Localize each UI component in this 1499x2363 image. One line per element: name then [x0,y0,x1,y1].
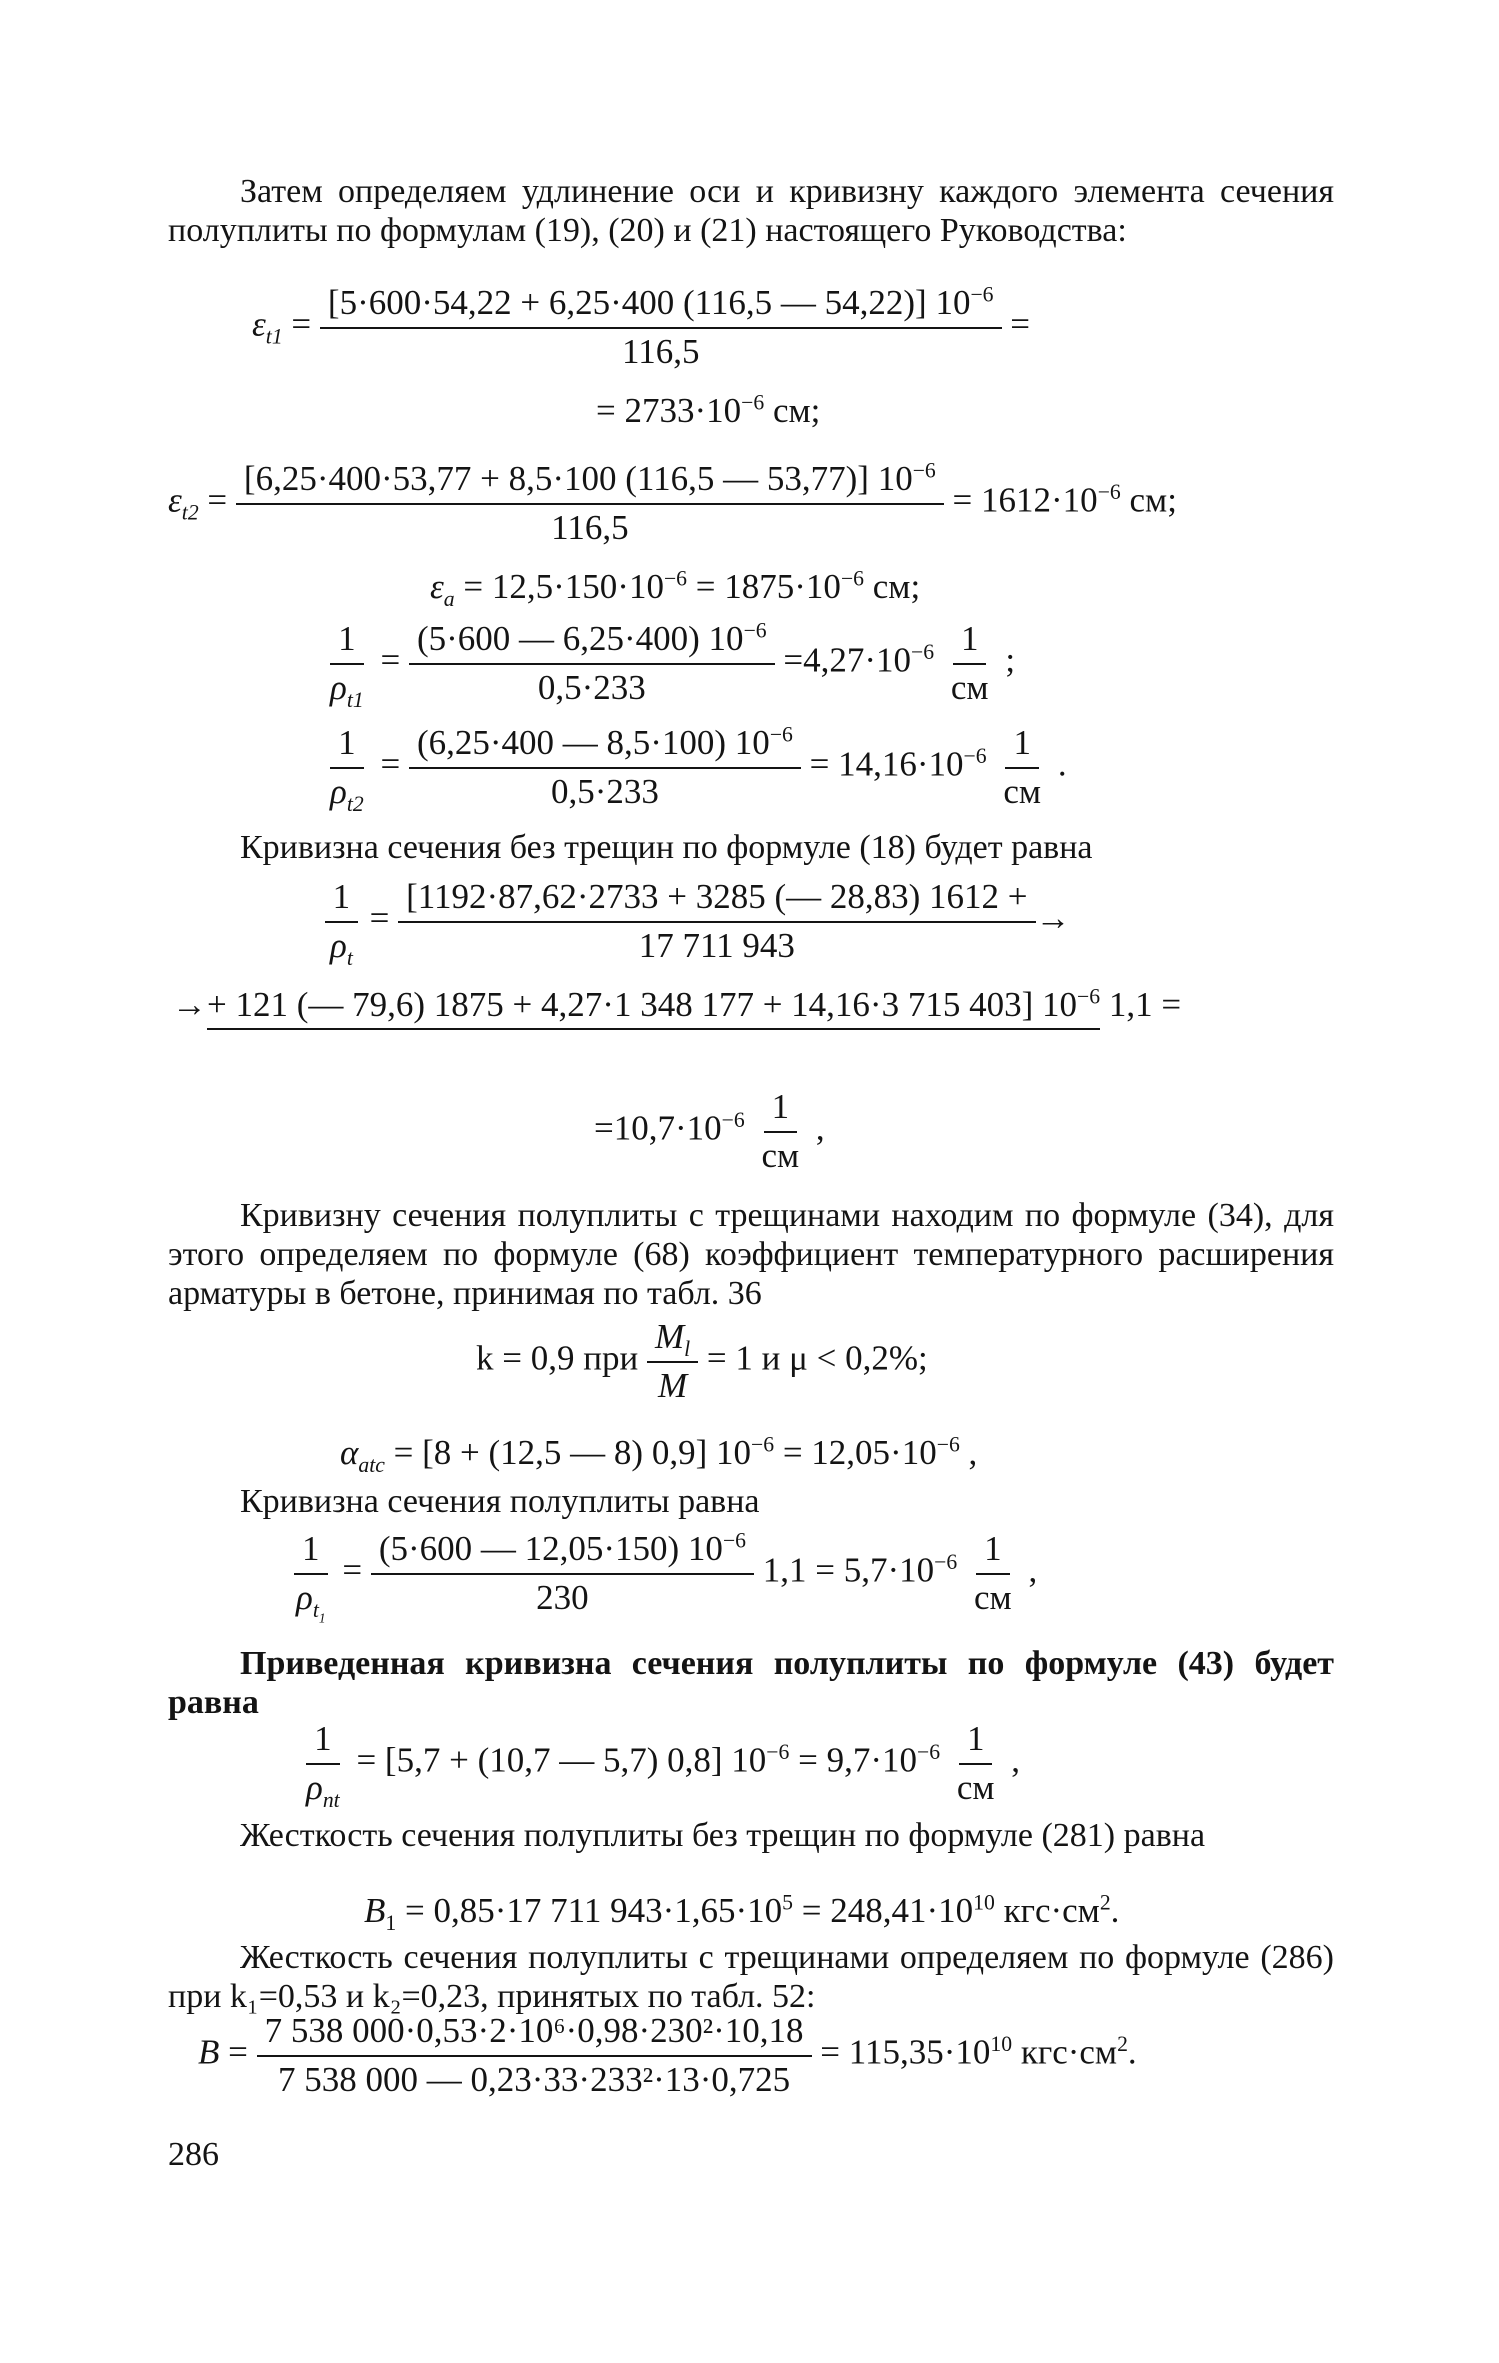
k-lhs: k = 0,9 при [476,1338,647,1378]
rho-nt-lhs-sub: nt [322,1787,340,1812]
eps-t2-result-unit: см; [1120,480,1177,520]
eps-t2-denominator: 116,5 [551,507,629,547]
rho-t-1-lhs-sub: t [312,1597,319,1622]
text-curvature-half-slab: Кривизна сечения полуплиты равна [240,1483,760,1520]
rho-t-1-lhs-fraction [288,1528,334,1626]
k-numerator-sub: l [684,1337,691,1361]
text-curvature-no-cracks: Кривизна сечения без трещин по формуле (18) будет равна [240,829,1093,866]
rho-nt-body: = [5,7 + (10,7 — 5,7) 0,8] 10 [347,1740,767,1780]
equation-eps-t1: $\varepsilon_{t1}$ = $\frac{[5\cdot 600\cdot 54,22 + 6,25\cdot 400 (116,5 — 54,22)] 10^{-6}}{116,5}$ = [252,282,1030,373]
rho-t2-lhs-one: 1 [330,722,364,769]
alpha-mid: = 12,05·10 [774,1433,937,1472]
rho-t-continuation-tail: 1,1 = [1100,985,1182,1024]
k-numerator: M [654,1317,685,1356]
rho-t1-result: =4,27·10 [783,640,912,680]
eps-t1-continuation: = [1010,304,1031,344]
rho-t-1-lhs-one: 1 [294,1528,328,1575]
eps-t1-lhs-sub: t1 [265,324,283,349]
rho-nt-unit-num: 1 [959,1718,993,1765]
text-reduced-curvature: Приведенная кривизна сечения полуплиты по формуле (43) будет равна [168,1645,1334,1721]
rho-nt-tail: , [1002,1740,1021,1780]
text-stiffness-cracks: Жесткость сечения полуплиты с трещинами определяем по формуле (286) при k₁=0,53 и k₂=0,23, принятых по табл. 52: [168,1939,1334,2015]
rho-t-1-unit-fraction [966,1528,1020,1619]
equation-eps-t2: $\varepsilon_{t2}$ = $\frac{[6,25\cdot 400\cdot 53,77 + 8,5\cdot 100 (116,5 — 53,77)] 10^{-6}}{116,5}$ = $1612\cdot 10^{-6}$ см; [168,458,1177,549]
rho-t1-lhs-sub: t1 [346,687,364,712]
rho-nt-unit-fraction [949,1718,1003,1809]
alpha-body: = [8 + (12,5 — 8) 0,9] 10 [384,1433,751,1472]
text-cracks: Кривизну сечения полуплиты с трещинами находим по формуле (34), для этого определяем по формуле (68) коэффициент температурного расширения арматуры в бетоне, принимая по табл. 36 [168,1197,1334,1312]
eps-t2-lhs: ε [168,480,182,520]
b-numerator: 7 538 000·0,53·2·10⁶·0,98·230²·10,18 [257,2010,812,2057]
alpha-lhs: α [340,1433,359,1472]
eps-t2-result-exp: −6 [1097,480,1121,505]
rho-t2-numerator: (6,25·400 — 8,5·100) 10 [416,723,770,762]
equation-rho-t-result [594,1086,825,1177]
rho-t-unit-fraction [753,1086,807,1177]
rho-t1-unit-den: см [950,667,989,707]
rho-t-1-num-exp: −6 [722,1528,747,1553]
rho-t-denominator: 17 711 943 [638,925,795,965]
b-lhs: B [198,2032,220,2072]
k-rhs: = 1 и μ < 0,2%; [706,1338,928,1378]
alpha-lhs-sub: atc [358,1453,385,1477]
b-result-exp: 10 [990,2032,1013,2057]
k-fraction [647,1316,698,1407]
rho-t-lhs-fraction [322,876,361,970]
b-result: = 115,35·10 [820,2032,991,2072]
eps-t1-fraction [320,282,1002,373]
intro-paragraph: Затем определяем удлинение оси и кривизну каждого элемента сечения полуплиты по формулам (19), (20) и (21) настоящего Руководства: [168,173,1334,249]
equation-rho-t-continuation [172,984,1181,1027]
rho-t2-denominator: 0,5·233 [550,771,659,811]
alpha-tail: , [959,1433,978,1472]
b1-tail: . [1110,1891,1120,1930]
equation-b1 [364,1890,1119,1933]
rho-t1-lhs-fraction [322,618,372,712]
b-tail: . [1127,2032,1137,2072]
rho-t2-tail: . [1049,744,1067,784]
continuation-arrow-icon: → [172,985,207,1024]
rho-t-numerator: [1192·87,62·2733 + 3285 (— 28,83) 1612 + [398,876,1035,923]
eps-a-unit: см; [864,567,921,606]
rho-t1-unit-fraction [943,618,997,709]
b1-exp1: 5 [782,1890,793,1915]
eps-t2-num-exp: −6 [912,458,936,483]
b1-mid: = 248,41·10 [792,1891,974,1930]
eps-a-lhs-sub: a [443,587,455,611]
eps-t1-result-exp: −6 [741,390,765,415]
rho-t-unit-den: см [761,1135,800,1175]
rho-nt-exp2: −6 [917,1740,941,1765]
b-unit: кгс·см [1012,2032,1118,2072]
rho-t2-lhs-fraction [322,722,372,816]
rho-t1-result-exp: −6 [911,640,935,665]
b-unit-exp: 2 [1117,2032,1128,2057]
rho-t-continuation-numerator: + 121 (— 79,6) 1875 + 4,27·1 348 177 + 14,16·3 715 403] 10 [207,985,1077,1024]
equation-eps-a [430,566,920,609]
b1-lhs-sub: 1 [385,1911,397,1935]
rho-t1-numerator: (5·600 — 6,25·400) 10 [416,619,744,658]
rho-t2-lhs-sub: t2 [346,791,364,816]
b1-lhs: B [364,1891,386,1930]
rho-t-unit-num: 1 [764,1086,798,1133]
k-denominator: M [657,1365,688,1405]
rho-t-1-numerator: (5·600 — 12,05·150) 10 [378,1529,723,1568]
rho-t1-num-exp: −6 [743,618,767,643]
rho-t-lhs-rho: ρ [330,925,347,965]
rho-t-1-tail: , [1019,1550,1038,1590]
rho-t1-lhs-one: 1 [330,618,364,665]
eps-t1-num-exp: −6 [970,282,994,307]
eps-t2-lhs-sub: t2 [181,500,199,525]
rho-nt-lhs-one: 1 [306,1718,340,1765]
rho-t-1-result-exp: −6 [934,1550,958,1575]
rho-t1-denominator: 0,5·233 [537,667,646,707]
rho-t-continuation-exp: −6 [1077,984,1101,1009]
equation-b: B = $\frac{\text{7 538 000·0,53·2·10⁶·0,98·230²·10,18}}{\text{7 538 000 — 0,23·33·233²·13·0,725}}$ = $115,35\cdot 10^{10}$ $кгс\cdot см^2$. [198,2010,1137,2101]
rho-t2-result-exp: −6 [963,744,987,769]
eps-t2-fraction [236,458,944,549]
rho-t2-unit-den: см [1003,771,1042,811]
eps-t1-denominator: 116,5 [622,331,700,371]
eps-t1-result-value: = 2733·10 [596,391,742,430]
rho-t2-unit-num: 1 [1005,722,1039,769]
eps-t1-lhs: ε [252,304,266,344]
alpha-exp1: −6 [750,1432,775,1457]
equation-k [476,1316,928,1407]
rho-nt-unit-den: см [956,1767,995,1807]
rho-t2-fraction [409,722,801,813]
b1-unit-exp: 2 [1099,1890,1111,1915]
eps-a-exp1: −6 [663,566,688,591]
eps-a-exp2: −6 [840,566,865,591]
rho-t1-lhs-rho: ρ [330,667,347,707]
arrow-right-icon: → [1035,898,1071,938]
b-fraction [257,2010,812,2101]
eps-t2-numerator: [6,25·400·53,77 + 8,5·100 (116,5 — 53,77)] 10 [243,459,913,498]
equation-rho-t-1: $\frac{1}{\rho_{t_1}}$ = $\frac{(5\cdot 600 — 12,05\cdot 150) 10^{-6}}{230}$ $1,1 = 5,7\cdot 10^{-6}$ $\frac{1}{см}$ , [288,1528,1037,1619]
rho-nt-exp1: −6 [766,1740,790,1765]
rho-t-result-exp: −6 [721,1108,745,1133]
page-number: 286 [168,2136,219,2173]
rho-nt-lhs-rho: ρ [306,1767,323,1807]
b1-unit: кгс·см [994,1891,1100,1930]
alpha-exp2: −6 [936,1432,960,1457]
equation-rho-t1: $\frac{1}{\rho_{t1}}$ = $\frac{(5\cdot 600 — 6,25\cdot 400) 10^{-6}}{0,5\cdot 233}$ $=4,27\cdot 10^{-6}$ $\frac{1}{см}$ ; [322,618,1015,709]
b1-body: = 0,85·17 711 943·1,65·10 [396,1891,783,1930]
eps-a-lhs: ε [430,567,444,606]
eps-t1-result-unit: см; [764,391,821,430]
rho-t1-tail: ; [996,640,1016,680]
b-denominator: 7 538 000 — 0,23·33·233²·13·0,725 [278,2059,791,2099]
eps-t2-result: = 1612·10 [952,480,1098,520]
rho-nt-mid: = 9,7·10 [789,1740,918,1780]
rho-t-1-denominator: 230 [536,1577,589,1617]
rho-t-result: =10,7·10 [594,1108,722,1148]
rho-t1-unit-num: 1 [953,618,987,665]
rho-t1-fraction [409,618,775,709]
rho-t-lhs-sub: t [346,945,353,970]
equation-alpha [340,1432,977,1475]
rho-t2-lhs-rho: ρ [330,771,347,811]
b1-exp2: 10 [973,1890,995,1915]
rho-t2-num-exp: −6 [769,722,793,747]
eps-a-mid: = 1875·10 [687,567,841,606]
rho-t-1-result: 1,1 = 5,7·10 [762,1550,935,1590]
eps-a-body: = 12,5·150·10 [454,567,664,606]
rho-t-1-unit-den: см [974,1577,1012,1617]
rho-t-1-unit-num: 1 [976,1528,1010,1575]
eps-t1-result [596,390,820,433]
eps-t1-numerator: [5·600·54,22 + 6,25·400 (116,5 — 54,22)] 10 [327,283,971,322]
rho-t2-unit-fraction [995,722,1049,813]
rho-t-fraction [398,876,1035,967]
rho-t-tail: , [807,1108,825,1148]
equation-rho-t2: $\frac{1}{\rho_{t2}}$ = $\frac{(6,25\cdot 400 — 8,5\cdot 100) 10^{-6}}{0,5\cdot 233}$ = $14,16\cdot 10^{-6}$ $\frac{1}{см}$ . [322,722,1067,813]
rho-t-1-lhs-rho: ρ [296,1577,313,1617]
rho-t2-result: = 14,16·10 [809,744,964,784]
rho-t-1-fraction [371,1528,754,1619]
rho-t-lhs-one: 1 [325,876,359,923]
equation-rho-nt [298,1718,1021,1812]
rho-nt-lhs-fraction [298,1718,348,1812]
text-stiffness-no-cracks: Жесткость сечения полуплиты без трещин по формуле (281) равна [240,1817,1206,1854]
rho-t-1-lhs-subsub: 1 [318,1610,326,1626]
equation-rho-t: $\frac{1}{\rho_t}$ = $\frac{[1192\cdot 87,62\cdot 2733 + 3285 (— 28,83) 1612 +}{17 711 943}$ → [322,876,1071,967]
